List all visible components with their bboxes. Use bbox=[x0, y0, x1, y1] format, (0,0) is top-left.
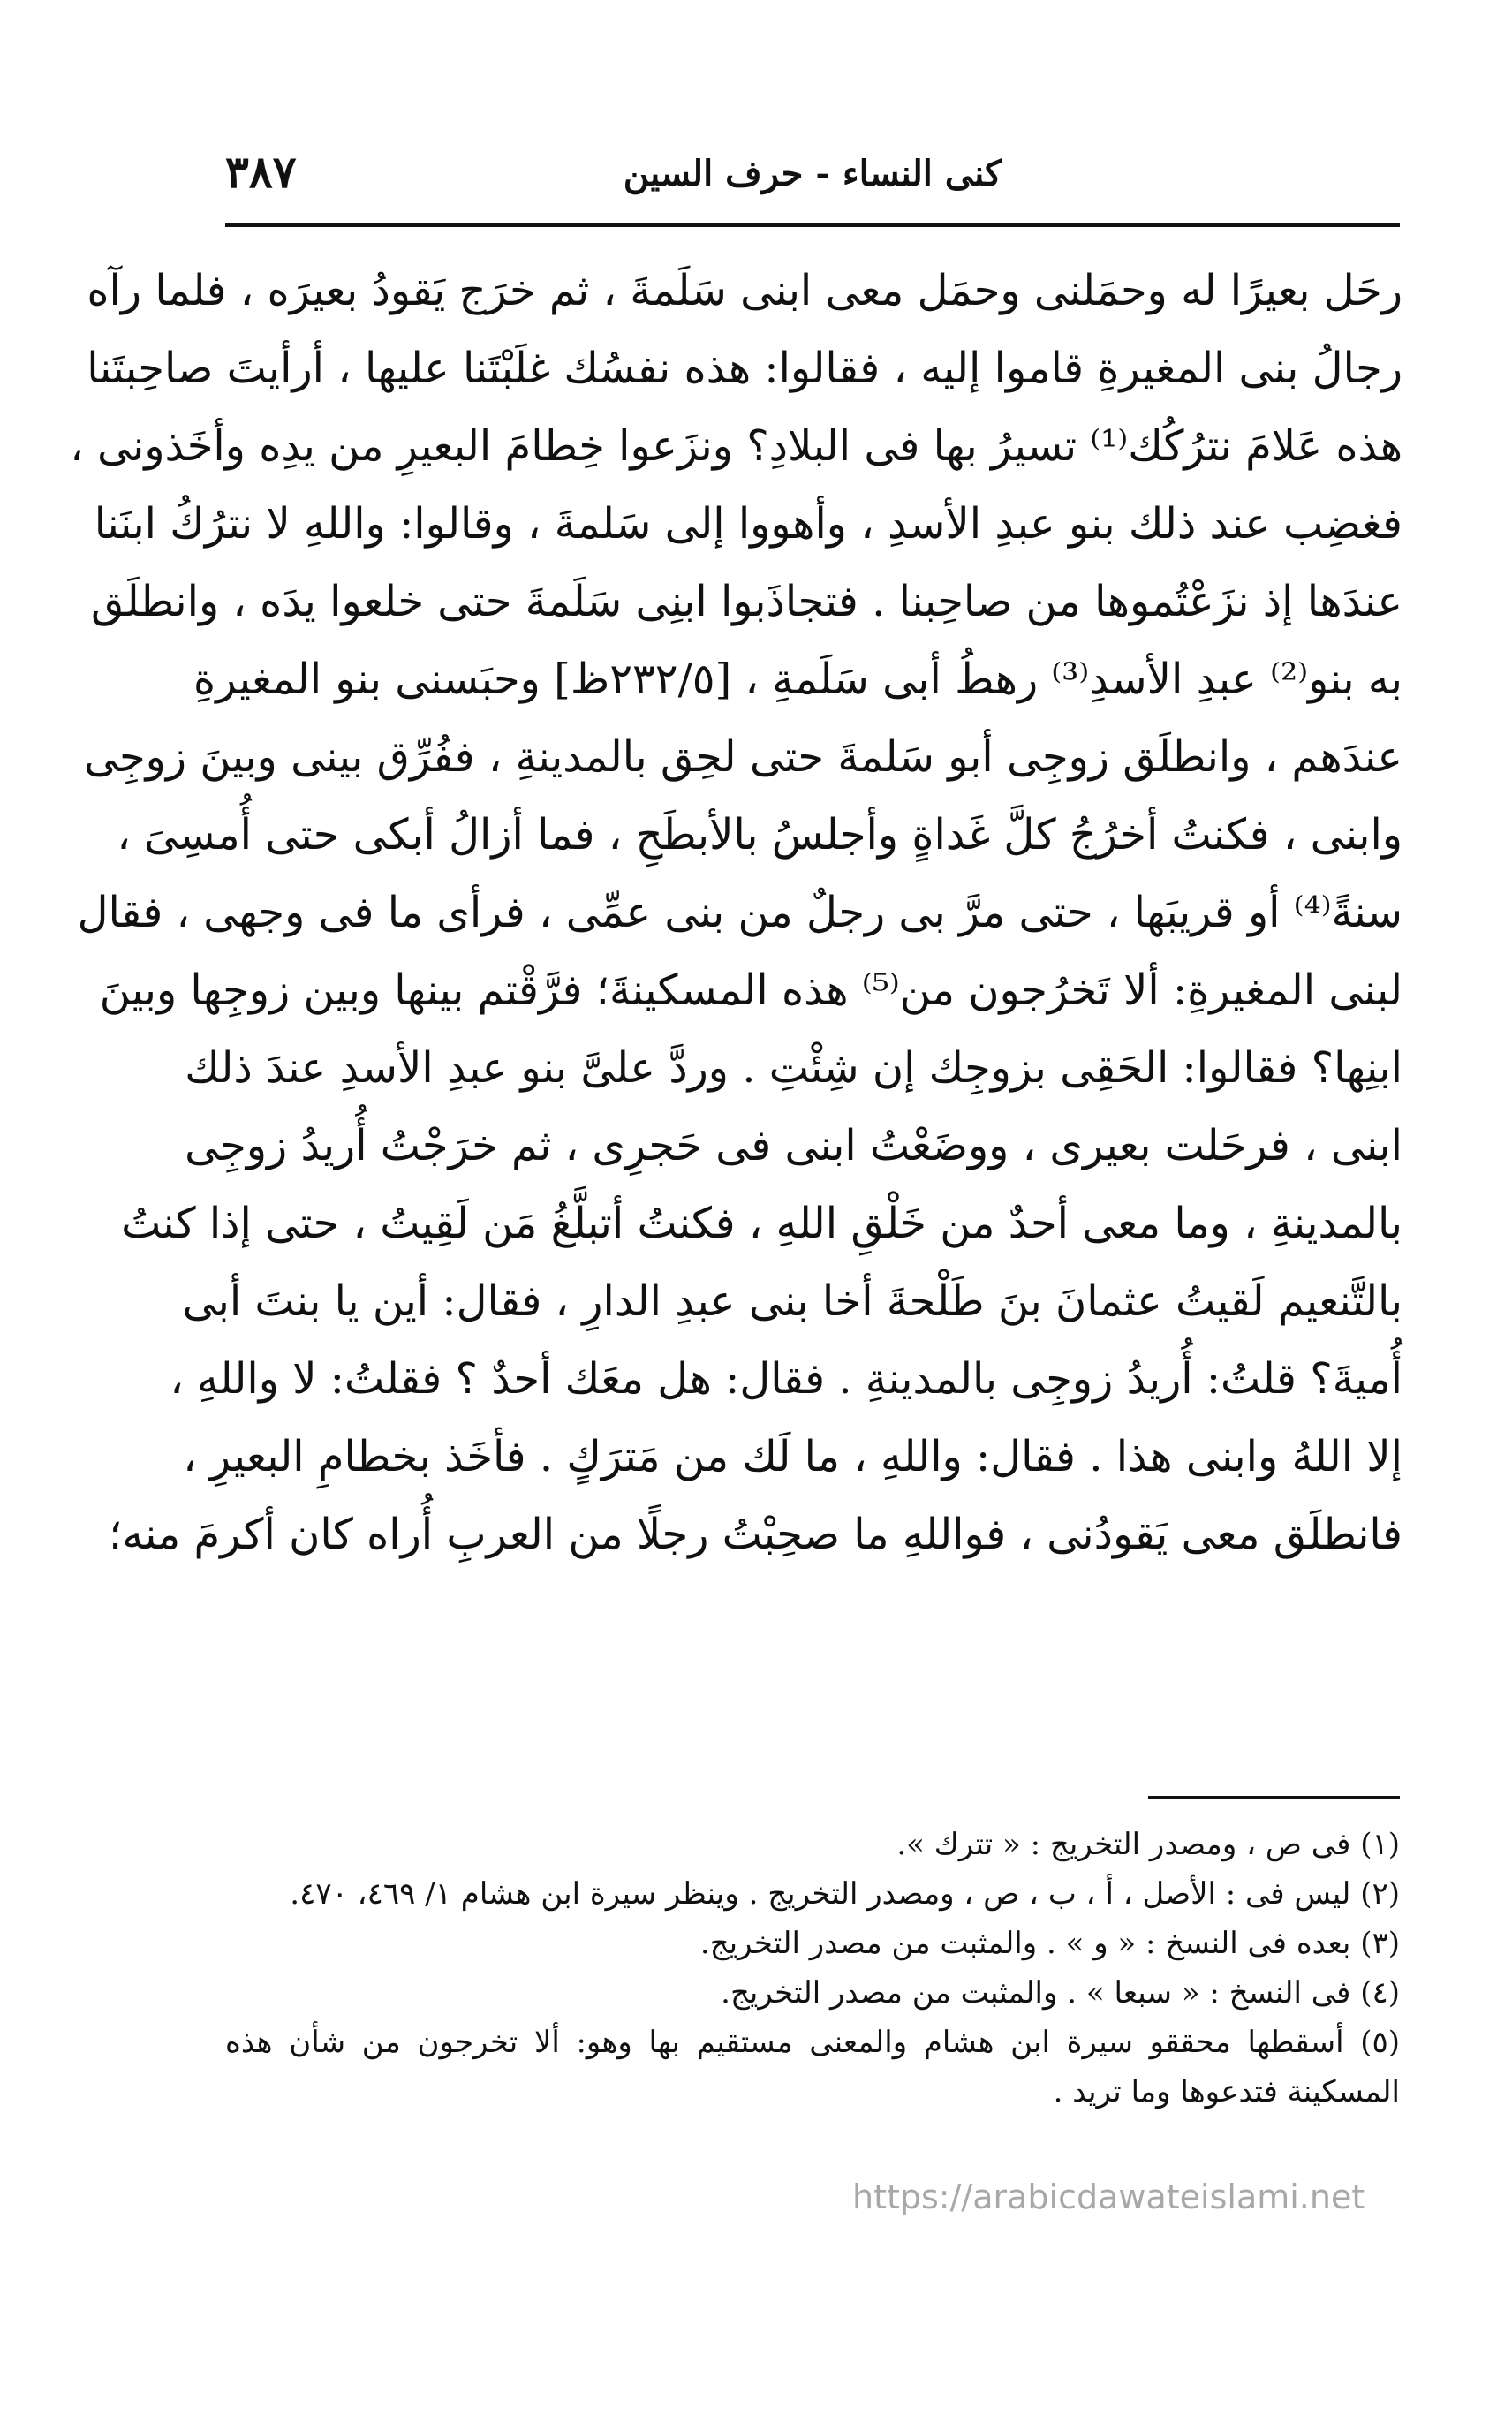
page-number: ٣٨٧ bbox=[225, 146, 297, 198]
body-line: ابنِها؟ فقالوا: الحَقِى بزوجِك إن شِئْتِ . وردَّ علىَّ بنو عبدِ الأسدِ عندَ ذلك bbox=[185, 1043, 1402, 1093]
body-line: لبنى المغيرةِ: ألا تَخرُجون من⁽⁵⁾ هذه المسكينةَ؛ فرَّقْتم بينها وبين زوجِها وبينَ bbox=[99, 966, 1402, 1015]
body-line: بالمدينةِ ، وما معى أحدٌ من خَلْقِ اللهِ ، فكنتُ أتبلَّغُ مَن لَقِيتُ ، حتى إذا كنتُ bbox=[121, 1199, 1402, 1248]
body-line: رجالُ بنى المغيرةِ قاموا إليه ، فقالوا: هذه نفسُك غلَبْتَنا عليها ، أرأيتَ صاحِبتَنا bbox=[87, 344, 1402, 393]
body-line: أُميةَ؟ قلتُ: أُريدُ زوجِى بالمدينةِ . فقال: هل معَك أحدٌ ؟ فقلتُ: لا واللهِ ، bbox=[170, 1354, 1402, 1404]
body-line: به بنو⁽²⁾ عبدِ الأسدِ⁽³⁾ رهطُ أبى سَلَمةِ ، [٢٣٢/٥ظ] وحبَسنى بنو المغيرةِ bbox=[193, 655, 1402, 704]
body-line: وابنى ، فكنتُ أخرُجُ كلَّ غَداةٍ وأجلسُ بالأبطَحِ ، فما أزالُ أبكى حتى أُمسِىَ ، bbox=[117, 810, 1402, 860]
body-line: هذه عَلامَ نترُكُك⁽¹⁾ تسيرُ بها فى البلادِ؟ ونزَعوا خِطامَ البعيرِ من يدِه وأخَذونى ، bbox=[70, 421, 1402, 471]
body-line: سنةً⁽⁴⁾ أو قريبَها ، حتى مرَّ بى رجلٌ من بنى عمِّى ، فرأى ما فى وجهى ، فقال bbox=[77, 888, 1402, 937]
running-header bbox=[225, 146, 1400, 216]
running-header-title: كنى النساء - حرف السين bbox=[623, 153, 1002, 194]
footnote-4: (٤) فى النسخ : « سبعا » . والمثبت من مصدر التخريج. bbox=[721, 1975, 1400, 2011]
body-line: إلا اللهُ وابنى هذا . فقال: واللهِ ، ما لَك من مَترَكٍ . فأخَذ بخطامِ البعيرِ ، bbox=[183, 1432, 1402, 1481]
watermark-url: https://arabicdawateislami.net bbox=[852, 2177, 1365, 2216]
footnote-2: (٢) ليس فى : الأصل ، أ ، ب ، ص ، ومصدر التخريج . وينظر سيرة ابن هشام ١/ ٤٦٩، ٤٧٠. bbox=[290, 1876, 1400, 1912]
footnote-5-continuation: المسكينة فتدعوها وما تريد . bbox=[1053, 2074, 1400, 2109]
header-rule bbox=[225, 223, 1400, 227]
footnote-5: (٥) أسقطها محققو سيرة ابن هشام والمعنى مستقيم بها وهو: ألا تخرجون من شأن هذه bbox=[225, 2025, 1400, 2060]
footnotes bbox=[225, 1820, 1400, 2117]
body-line: رحَل بعيرًا له وحمَلنى وحمَل معى ابنى سَلَمةَ ، ثم خرَج يَقودُ بعيرَه ، فلما رآه bbox=[87, 266, 1402, 315]
body-line: بالتَّنعيم لَقيتُ عثمانَ بنَ طَلْحةَ أخا بنى عبدِ الدارِ ، فقال: أين يا بنتَ أبى bbox=[182, 1276, 1402, 1326]
body-line: فغضِب عند ذلك بنو عبدِ الأسدِ ، وأهووا إلى سَلمةَ ، وقالوا: واللهِ لا نترُكُ ابنَنا bbox=[94, 499, 1402, 549]
body-line: عندَهم ، وانطلَق زوجِى أبو سَلمةَ حتى لحِق بالمدينةِ ، ففُرِّق بينى وبينَ زوجِى bbox=[83, 732, 1402, 782]
footnote-1: (١) فى ص ، ومصدر التخريج : « تترك ». bbox=[896, 1827, 1400, 1862]
body-line: فانطلَق معى يَقودُنى ، فواللهِ ما صحِبْتُ رجلًا من العربِ أُراه كان أكرمَ منه؛ bbox=[109, 1510, 1402, 1559]
body-line: ابنى ، فرحَلت بعيرى ، ووضَعْتُ ابنى فى حَجرِى ، ثم خرَجْتُ أُريدُ زوجِى bbox=[185, 1121, 1402, 1170]
footnote-rule bbox=[1148, 1796, 1400, 1799]
body-text bbox=[70, 252, 1402, 1573]
body-line: عندَها إذ نزَعْتُموها من صاحِبنا . فتجاذَبوا ابنِى سَلَمةَ حتى خلعوا يدَه ، وانطلَق bbox=[91, 577, 1402, 626]
footnote-3: (٣) بعده فى النسخ : « و » . والمثبت من مصدر التخريج. bbox=[699, 1926, 1400, 1961]
